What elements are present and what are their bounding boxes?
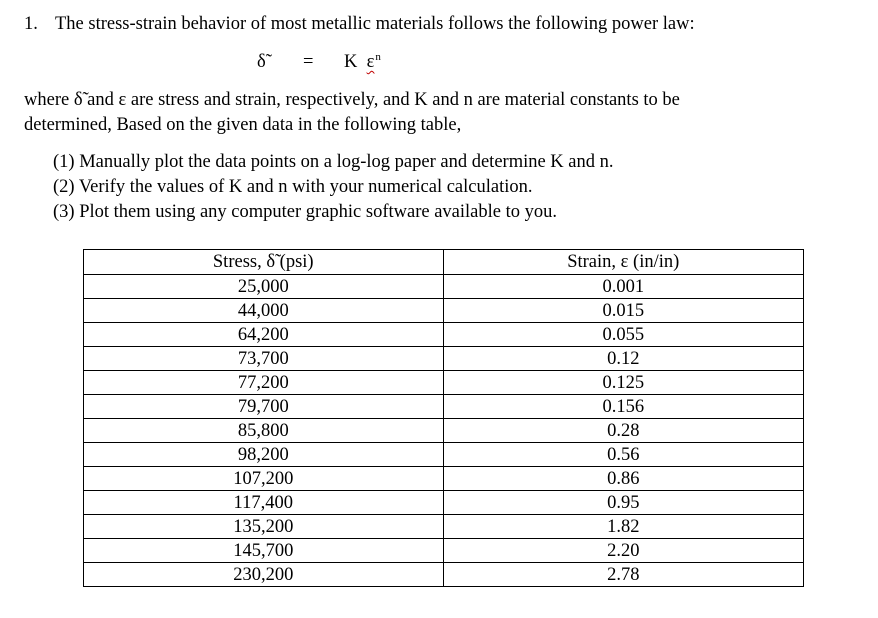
stress-cell: 64,200: [84, 323, 444, 347]
table-row: [84, 515, 804, 539]
table-row: [84, 371, 804, 395]
strain-cell: 2.20: [443, 539, 804, 563]
table-header-row: [84, 250, 804, 275]
equation-stress-symbol: δ̃: [257, 52, 266, 72]
table-row: [84, 491, 804, 515]
stress-cell: 117,400: [84, 491, 444, 515]
strain-cell: 0.015: [443, 299, 804, 323]
strain-cell: 0.001: [443, 275, 804, 299]
stress-cell: 145,700: [84, 539, 444, 563]
stress-strain-table: [83, 249, 804, 587]
header-stress: Stress, δ̃ (psi): [84, 250, 444, 275]
task-item-3: (3) Plot them using any computer graphic software available to you.: [53, 202, 557, 222]
stress-cell: 79,700: [84, 395, 444, 419]
stress-cell: 85,800: [84, 419, 444, 443]
strain-cell: 0.12: [443, 347, 804, 371]
strain-cell: 0.56: [443, 443, 804, 467]
equation-rhs: [344, 50, 381, 76]
stress-cell: 44,000: [84, 299, 444, 323]
stress-cell: 230,200: [84, 563, 444, 587]
table-row: [84, 323, 804, 347]
question-number: 1.: [24, 14, 38, 34]
table-row: [84, 539, 804, 563]
table-row: [84, 443, 804, 467]
equation-k: K: [344, 52, 358, 72]
table-row: [84, 419, 804, 443]
table-body: [84, 275, 804, 587]
equation-equals: =: [303, 52, 314, 72]
strain-cell: 1.82: [443, 515, 804, 539]
table-row: [84, 563, 804, 587]
table-row: [84, 347, 804, 371]
strain-cell: 0.156: [443, 395, 804, 419]
stress-cell: 77,200: [84, 371, 444, 395]
stress-cell: 135,200: [84, 515, 444, 539]
strain-cell: 0.125: [443, 371, 804, 395]
description-paragraph: [24, 88, 824, 138]
stress-cell: 25,000: [84, 275, 444, 299]
equation-exponent: n: [375, 51, 381, 63]
description-line-1: where δ̃ and ε are stress and strain, respectively, and K and n are material constants to be: [24, 90, 680, 110]
table-row: [84, 395, 804, 419]
question-text: The stress-strain behavior of most metallic materials follows the following power law:: [55, 14, 695, 34]
stress-cell: 98,200: [84, 443, 444, 467]
equation-epsilon: ε: [366, 52, 375, 72]
header-strain: Strain, ε (in/in): [443, 250, 804, 275]
strain-cell: 0.95: [443, 491, 804, 515]
stress-cell: 73,700: [84, 347, 444, 371]
strain-cell: 0.055: [443, 323, 804, 347]
strain-cell: 2.78: [443, 563, 804, 587]
table-row: [84, 275, 804, 299]
task-list: [53, 150, 614, 225]
table-row: [84, 467, 804, 491]
stress-cell: 107,200: [84, 467, 444, 491]
table-row: [84, 299, 804, 323]
task-item-1: (1) Manually plot the data points on a log-log paper and determine K and n.: [53, 152, 614, 172]
description-line-2: determined, Based on the given data in the following table,: [24, 115, 462, 135]
task-item-2: (2) Verify the values of K and n with your numerical calculation.: [53, 177, 533, 197]
strain-cell: 0.86: [443, 467, 804, 491]
strain-cell: 0.28: [443, 419, 804, 443]
